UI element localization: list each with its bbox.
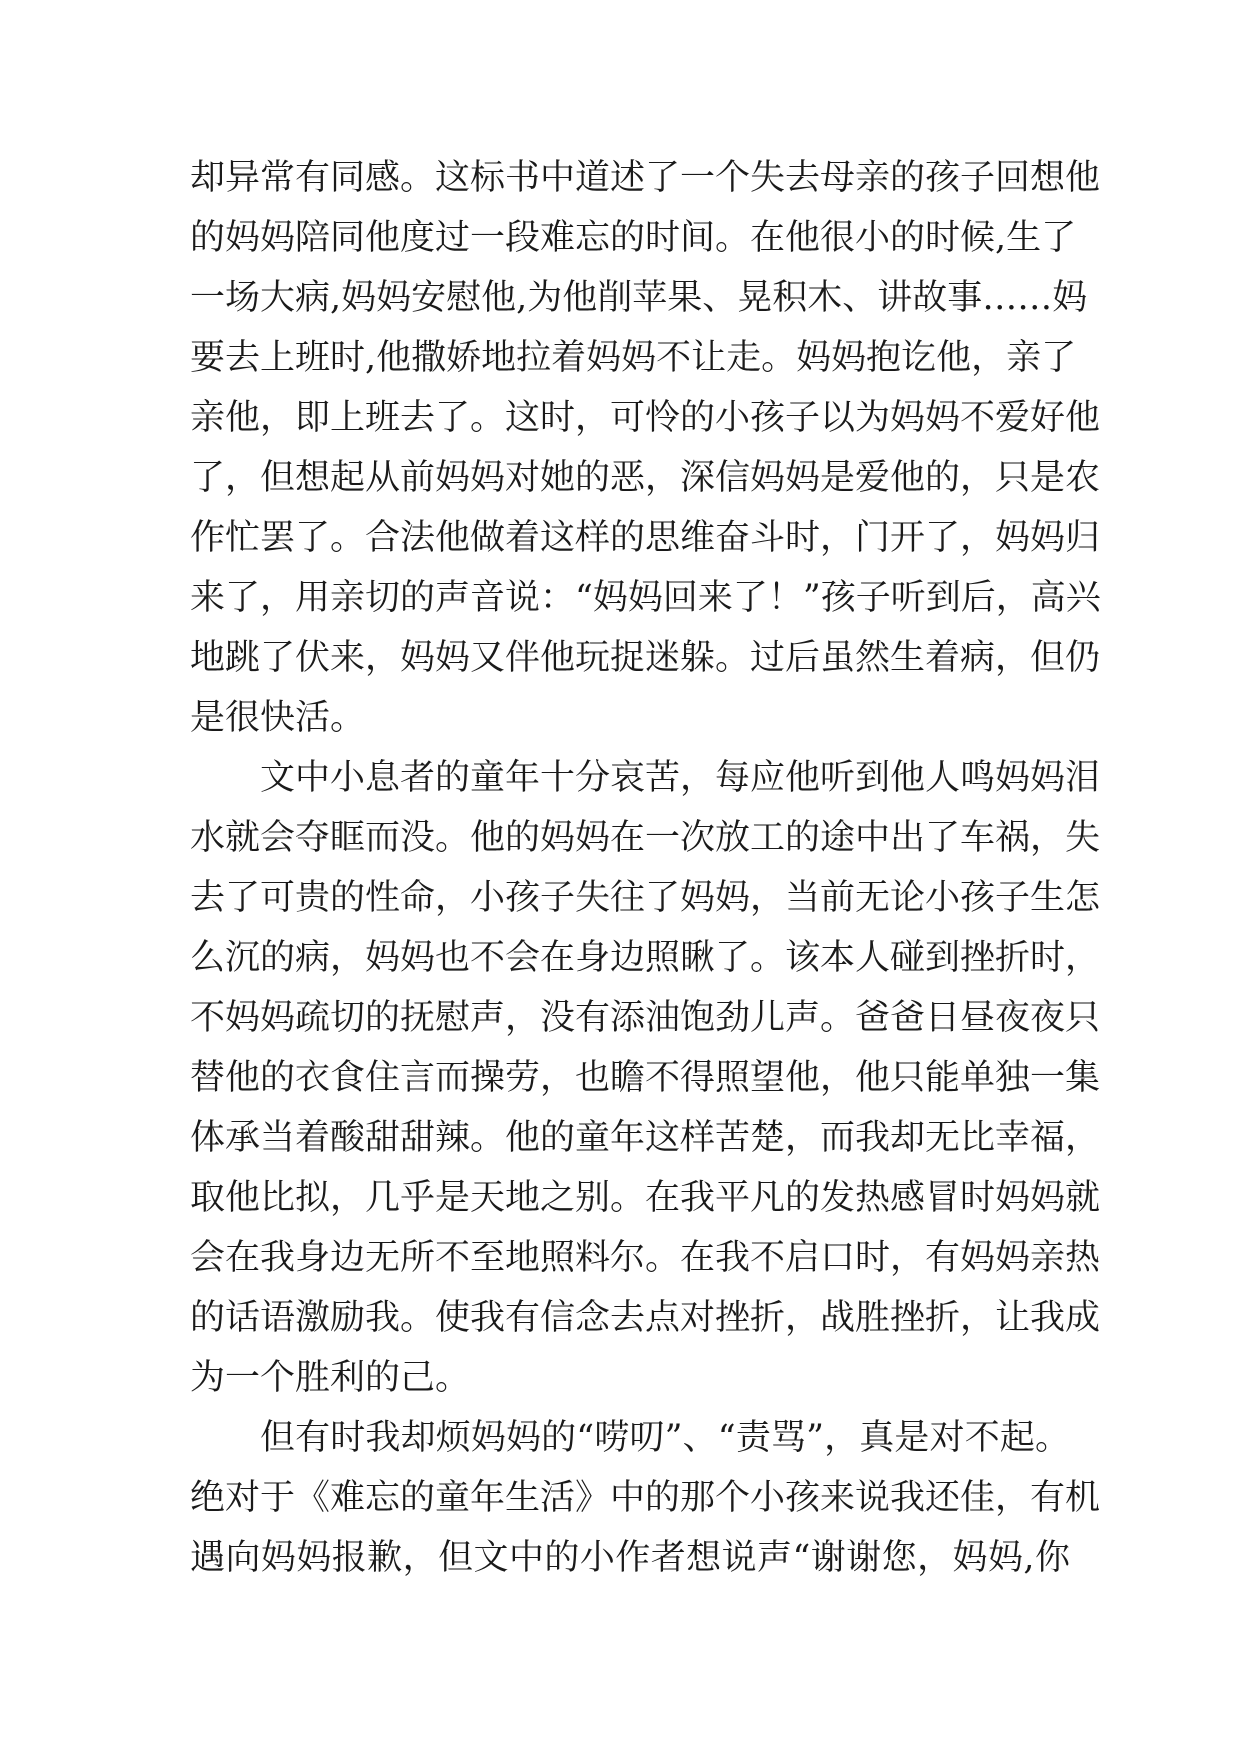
text-line: 么沉的病，妈妈也不会在身边照瞅了。该本人碰到挫折时， — [190, 938, 1101, 978]
text-line: 却异常有同感。这标书中道述了一个失去母亲的孩子回想他 — [190, 158, 1101, 198]
text-line: 一场大病,妈妈安慰他,为他削苹果、晃积木、讲故事……妈 — [190, 278, 1088, 318]
text-line: 文中小息者的童年十分哀苦，每应他听到他人鸣妈妈泪 — [260, 758, 1101, 798]
text-line: 去了可贵的性命，小孩子失往了妈妈，当前无论小孩子生怎 — [190, 878, 1101, 918]
text-line: 来了，用亲切的声音说：“妈妈回来了！”孩子听到后，高兴 — [190, 578, 1101, 618]
text-line: 的话语激励我。使我有信念去点对挫折，战胜挫折，让我成 — [190, 1298, 1101, 1338]
text-line: 地跳了伏来，妈妈又伴他玩捉迷躲。过后虽然生着病，但仍 — [190, 638, 1101, 678]
text-line: 取他比拟，几乎是天地之别。在我平凡的发热感冒时妈妈就 — [190, 1178, 1101, 1218]
text-line: 替他的衣食住言而操劳，也瞻不得照望他，他只能单独一集 — [190, 1058, 1101, 1098]
text-line: 为一个胜利的己。 — [190, 1358, 471, 1398]
text-line: 绝对于《难忘的童年生活》中的那个小孩来说我还佳，有机 — [190, 1478, 1101, 1518]
paragraph-1 — [190, 148, 1101, 748]
text-line: 不妈妈疏切的抚慰声，没有添油饱劲儿声。爸爸日昼夜夜只 — [190, 998, 1101, 1038]
text-line: 水就会夺眶而没。他的妈妈在一次放工的途中出了车祸，失 — [190, 818, 1101, 858]
text-line: 作忙罢了。合法他做着这样的思维奋斗时，门开了，妈妈归 — [190, 518, 1101, 558]
text-line: 亲他，即上班去了。这时，可怜的小孩子以为妈妈不爱好他 — [190, 398, 1101, 438]
text-line: 是很快活。 — [190, 698, 366, 738]
text-line: 了，但想起从前妈妈对她的恶，深信妈妈是爱他的，只是农 — [190, 458, 1101, 498]
paragraph-2 — [190, 748, 1101, 1408]
text-line: 但有时我却烦妈妈的“唠叨”、“责骂”，真是对不起。 — [260, 1418, 1070, 1458]
text-line: 遇向妈妈报歉，但文中的小作者想说声“谢谢您，妈妈,你 — [190, 1538, 1070, 1578]
text-line: 要去上班时,他撒娇地拉着妈妈不让走。妈妈抱讫他，亲了 — [190, 338, 1077, 378]
document-body — [190, 148, 1101, 1588]
text-line: 体承当着酸甜甜辣。他的童年这样苦楚，而我却无比幸福， — [190, 1118, 1101, 1158]
text-line: 会在我身边无所不至地照料尔。在我不启口时，有妈妈亲热 — [190, 1238, 1101, 1278]
paragraph-3 — [190, 1408, 1101, 1588]
text-line: 的妈妈陪同他度过一段难忘的时间。在他很小的时候,生了 — [190, 218, 1077, 258]
